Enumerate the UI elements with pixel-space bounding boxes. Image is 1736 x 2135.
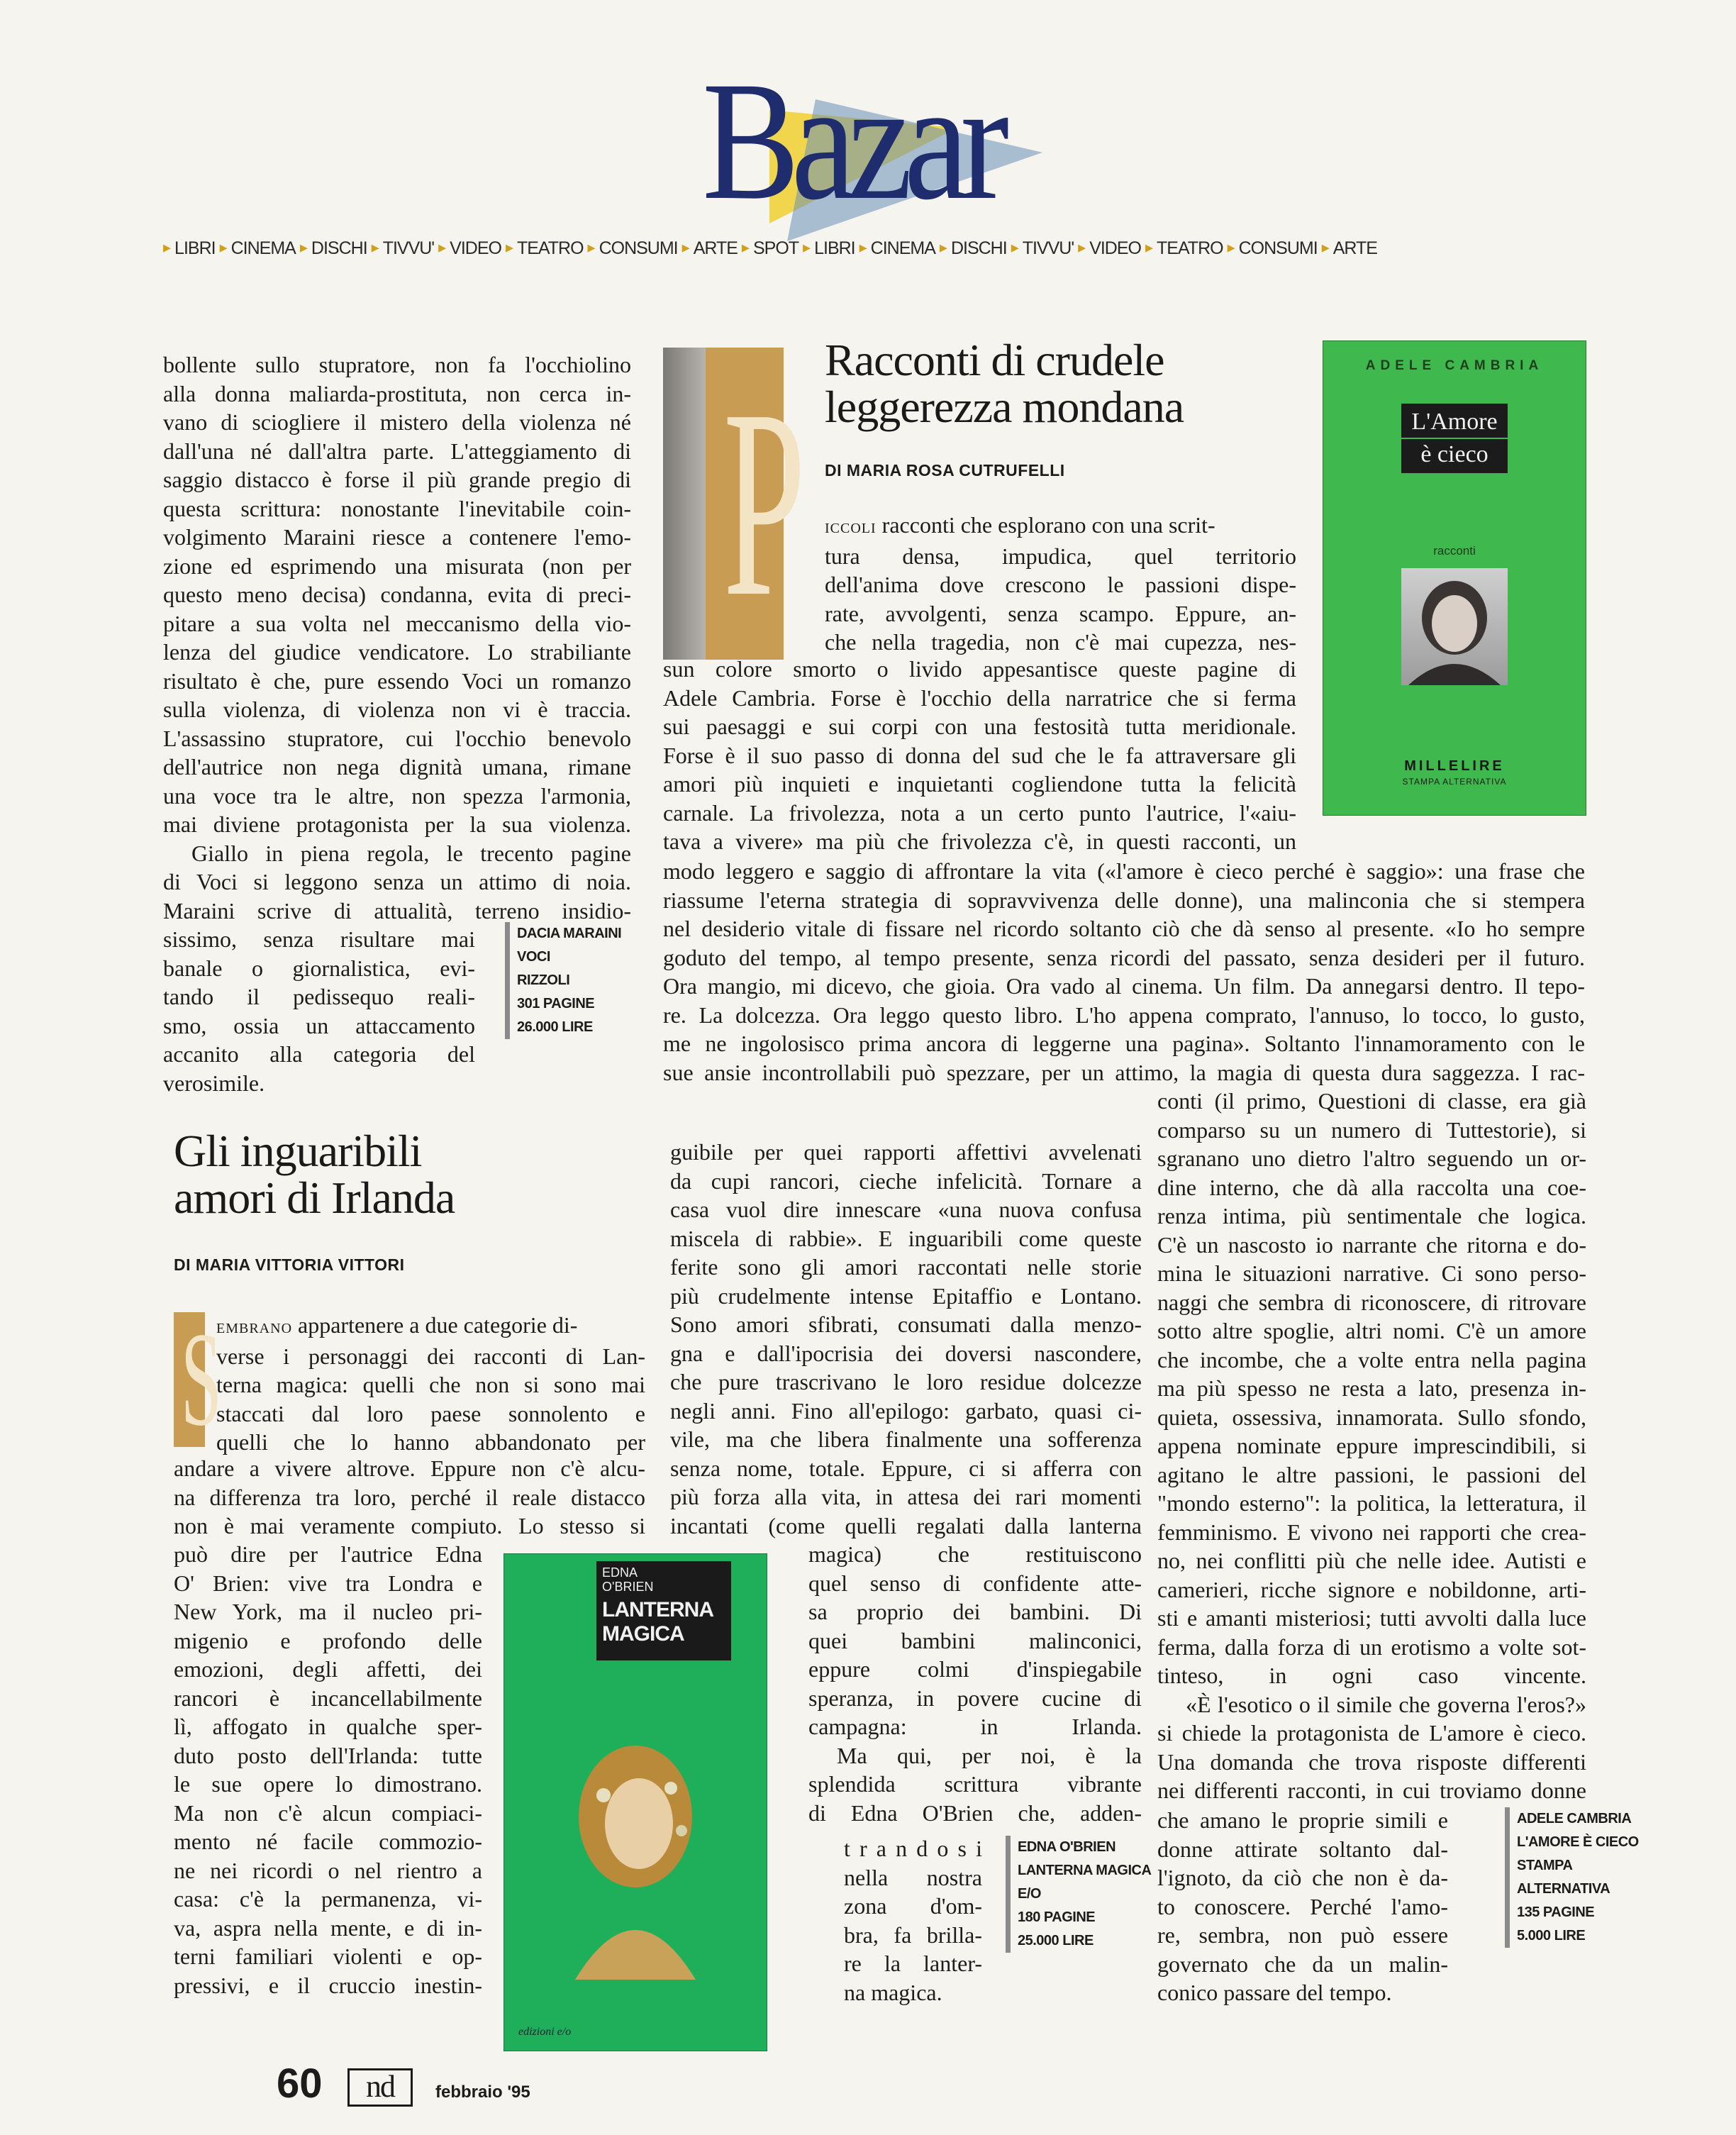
- text-line: conti (il primo, Questioni di classe, era già: [1157, 1088, 1586, 1114]
- infobox-line: L'AMORE È CIECO: [1517, 1834, 1639, 1850]
- nav-arrow-icon: ▸: [219, 238, 227, 256]
- text-line: che pure trascrivano le loro residue dolcezze: [670, 1369, 1142, 1394]
- text-line: può dire per l'autrice Edna: [174, 1541, 482, 1567]
- text-line: conico passare del tempo.: [1157, 1980, 1392, 2005]
- cover-publisher: MILLELIRE: [1404, 758, 1505, 774]
- text-line: tura densa, impudica, quel territorio: [825, 543, 1296, 569]
- text-line: emozioni, degli affetti, dei: [174, 1656, 482, 1682]
- nav-item[interactable]: VIDEO: [1089, 238, 1141, 258]
- cambria-infobox: [1505, 1807, 1639, 1948]
- text-line: zona d'om-: [844, 1893, 982, 1919]
- nav-arrow-icon: ▸: [1011, 238, 1018, 256]
- nav-arrow-icon: ▸: [299, 238, 307, 256]
- nav-arrow-icon: ▸: [1145, 238, 1153, 256]
- text-line: quel senso di confidente atte-: [808, 1570, 1142, 1596]
- article1-body-narrow: iccoli racconti che esplorano con una scrit- tura densa, impudica, quel territorio dell'anima dove crescono le passioni dispe- rate, avvolgenti, senza scampo. Eppure, an- che nella tragedia, non c'è mai cupezza, nes-: [825, 511, 1296, 657]
- text-line: si chiede la protagonista de L'amore è cieco.: [1157, 1720, 1586, 1746]
- section-nav: [163, 238, 1377, 259]
- nav-item[interactable]: LIBRI: [814, 238, 855, 258]
- text-line: re la lanter-: [844, 1951, 982, 1976]
- nav-item[interactable]: SPOT: [752, 238, 799, 258]
- text-line: Sono amori sfibrati, consumati dalla menzo-: [670, 1312, 1142, 1337]
- text-line: «È l'esotico o il simile che governa l'eros?»: [1186, 1691, 1586, 1717]
- left-article-body: [163, 350, 631, 925]
- text-line: incantati (come quelli regalati dalla lanterna: [670, 1512, 1142, 1538]
- text-line: pressivi, e il cruccio inestin-: [174, 1972, 482, 1998]
- text-line: sti e amanti misteriosi; tutti avvolti dalla luce: [1157, 1605, 1586, 1631]
- text-line: sa proprio dei bambini. Di: [808, 1599, 1142, 1624]
- article2-body-a: embrano appartenere a due categorie di- verse i personaggi dei racconti di Lan- terna magica: quelli che non si sono mai staccati dal loro paese sonnolento e quelli che lo hanno abbandonato per: [216, 1311, 645, 1457]
- article1-dropcap: P: [723, 354, 806, 653]
- infobox-line: 135 PAGINE: [1517, 1904, 1595, 1920]
- portrait-figure: [1401, 568, 1508, 685]
- text-line: terna magica: quelli che non si sono mai: [216, 1372, 645, 1397]
- text-line: vano di sciogliere il mistero della violenza né: [163, 409, 631, 435]
- text-line: sotto altre spoglie, altri nomi. C'è un amore: [1157, 1318, 1586, 1343]
- nav-item[interactable]: CONSUMI: [1238, 238, 1318, 258]
- text-line: pitare a sua volta nel meccanismo della vio-: [163, 610, 631, 636]
- text-line: dine interno, che dà alla raccolta una coe-: [1157, 1174, 1586, 1200]
- cover-author: ADELE CAMBRIA: [1365, 358, 1544, 373]
- article2-headline: [174, 1128, 455, 1221]
- text-line: che amano le proprie simili e: [1157, 1807, 1448, 1833]
- article2-body-c: [174, 1540, 482, 2000]
- text-line: mento né facile commozio-: [174, 1829, 482, 1854]
- nav-item[interactable]: ARTE: [1332, 238, 1377, 258]
- text-line: ne nei ricordi o nel rientro a: [174, 1857, 482, 1883]
- text-line: una voce tra le altre, non spezza l'armonia,: [163, 782, 631, 809]
- infobox-line: VOCI: [517, 949, 550, 965]
- text-line: to conoscere. Perché l'amo-: [1157, 1893, 1448, 1919]
- text-line: saggio distacco è forse il più grande pregio di: [163, 467, 631, 492]
- text-line: più forza alla vita, in attesa dei rari momenti: [670, 1484, 1142, 1509]
- nav-arrow-icon: ▸: [939, 238, 947, 256]
- text-line: di Edna O'Brien che, adden-: [808, 1800, 1142, 1826]
- article1-opening-caps: iccoli: [825, 516, 877, 538]
- text-line: che incombe, che a volte entra nella pagina: [1157, 1346, 1586, 1372]
- text-line: vile, ma che libera finalmente una sofferenza: [670, 1426, 1142, 1452]
- text-line: nel desiderio vitale di fissare nel ricordo soltanto ciò che dà senso al presente. «Io ho sempre: [663, 916, 1585, 941]
- text-line: andare a vivere altrove. Eppure non c'è alcu-: [174, 1455, 645, 1481]
- nav-arrow-icon: ▸: [163, 238, 171, 256]
- text-line: quei bambini malinconici,: [808, 1627, 1142, 1653]
- cover-lanterna-title-line2: MAGICA: [602, 1622, 684, 1646]
- article1-headline: Racconti di crudele leggerezza mondana: [825, 335, 1184, 432]
- issue-date: febbraio '95: [435, 2083, 530, 2102]
- text-line: tava a vivere» ma più che frivolezza c'è, in questi racconti, un: [663, 828, 1296, 854]
- nav-item[interactable]: CONSUMI: [599, 238, 678, 258]
- text-line: dall'una né dall'altra parte. L'atteggiamento di: [163, 438, 631, 464]
- article2-body-b: [174, 1454, 645, 1541]
- infobox-line: RIZZOLI: [517, 972, 570, 988]
- cover-lanterna-author-line1: EDNA: [602, 1565, 638, 1580]
- text-line: re, sembra, non può essere: [1157, 1922, 1448, 1948]
- text-line: sgranano uno dietro l'altro seguendo un or-: [1157, 1146, 1586, 1171]
- text-line: New York, ma il nucleo pri-: [174, 1599, 482, 1624]
- article2-opening-caps: embrano: [216, 1316, 293, 1338]
- obrien-infobox: [1006, 1836, 1152, 1953]
- article1-body-wide: [663, 857, 1585, 1087]
- text-line: sissimo, senza risultare mai: [163, 926, 475, 952]
- text-line: O' Brien: vive tra Londra e: [174, 1570, 482, 1596]
- nav-item[interactable]: ARTE: [693, 238, 738, 258]
- text-line: senza nome, totale. Eppure, ci si afferra con: [670, 1455, 1142, 1481]
- nav-arrow-icon: ▸: [371, 238, 379, 256]
- text-line: va, aspra nella mente, e di in-: [174, 1914, 482, 1941]
- nav-arrow-icon: ▸: [859, 238, 867, 256]
- text-line: bra, fa brilla-: [844, 1922, 982, 1948]
- text-line: casa: c'è la permanenza, vi-: [174, 1886, 482, 1912]
- text-line: verse i personaggi dei racconti di Lan-: [216, 1343, 645, 1369]
- text-line: questa scrittura: nonostante l'inevitabile coin-: [163, 495, 631, 521]
- text-line: ferma, dalla forza di un erotismo a volte sot-: [1157, 1634, 1586, 1660]
- cover-lanterna-author-line2: O'BRIEN: [602, 1580, 654, 1594]
- nav-arrow-icon: ▸: [1321, 238, 1329, 256]
- cover-title-line1: L'Amore: [1411, 409, 1498, 435]
- book-cover-lanterna-magica: [503, 1553, 767, 2051]
- nav-arrow-icon: ▸: [1078, 238, 1086, 256]
- text-line: Giallo in piena regola, le trecento pagine: [191, 840, 631, 866]
- text-line: miscela di rabbie». E inguaribili come queste: [670, 1225, 1142, 1251]
- text-line: banale o giornalistica, evi-: [163, 955, 475, 981]
- maraini-infobox: [505, 922, 630, 1039]
- magazine-logo: nd: [347, 2068, 413, 2107]
- infobox-line: 180 PAGINE: [1018, 1909, 1096, 1925]
- infobox-line: STAMPA: [1517, 1858, 1573, 1873]
- text-line: verosimile.: [163, 1070, 265, 1096]
- nav-item[interactable]: TIVVU': [1022, 238, 1074, 258]
- cover-author-portrait: [1401, 568, 1508, 685]
- text-line: lenza del giudice vendicatore. Lo strabiliante: [163, 639, 631, 665]
- text-line: rate, avvolgenti, senza scampo. Eppure, an-: [825, 600, 1296, 626]
- text-line: più crudelmente intense Epitaffio e Lontano.: [670, 1282, 1142, 1309]
- nav-item[interactable]: CINEMA: [230, 238, 296, 258]
- article1-decor-bar: [663, 348, 706, 660]
- text-line: modo leggero e saggio di affrontare la vita («l'amore è cieco perché è saggio»: una frase che: [663, 858, 1585, 884]
- text-line: me ne ingolosisco prima ancora di leggerne una pagina». Soltanto l'innamoramento con le: [663, 1031, 1585, 1056]
- text-line: alla donna maliarda-prostituta, non cerca in-: [163, 380, 631, 406]
- text-line: na differenza tra loro, perché il reale distacco: [174, 1484, 645, 1510]
- text-line: magica) che restituiscono: [808, 1541, 1142, 1567]
- cover-title-box: [1401, 404, 1508, 473]
- article2-byline: DI MARIA VITTORIA VITTORI: [174, 1255, 405, 1274]
- text-line: naggi che sembra di riconoscere, di ritrovare: [1157, 1289, 1586, 1315]
- text-line: agitano le altre passioni, le passioni del: [1157, 1461, 1586, 1487]
- text-line: da cupi rancori, cieche infelicità. Tornare a: [670, 1168, 1142, 1194]
- nav-arrow-icon: ▸: [1227, 238, 1235, 256]
- nav-arrow-icon: ▸: [505, 238, 513, 256]
- left-article-tail: [163, 925, 475, 1097]
- text-line: C'è un nascosto io narrante che ritorna e do-: [1157, 1231, 1586, 1258]
- text-line: sui paesaggi e sui corpi con una festosità tutta meridionale.: [663, 714, 1296, 739]
- text-line: duto posto dell'Irlanda: tutte: [174, 1742, 482, 1768]
- infobox-line: LANTERNA MAGICA: [1018, 1863, 1152, 1878]
- text-line: Ora mangio, mi dicevo, che gioia. Ora vado al cinema. Un film. Da annegarsi dentro. Il tepo-: [663, 973, 1585, 999]
- cover-lanterna-header: [596, 1561, 731, 1660]
- text-line: volgimento Maraini riesce a contenere l'emo-: [163, 524, 631, 550]
- text-line: rancori è incancellabilmente: [174, 1685, 482, 1711]
- text-line: l'ignoto, da ciò che non è da-: [1157, 1865, 1448, 1890]
- text-line: nella nostra: [844, 1864, 982, 1890]
- botticelli-figure: [554, 1731, 717, 1980]
- text-line: dell'anima dove crescono le passioni dispe-: [825, 572, 1296, 597]
- text-line: dell'autrice non nega dignità umana, rimane: [163, 754, 631, 780]
- infobox-line: 301 PAGINE: [517, 996, 595, 1011]
- text-line: amori più inquieti e inquietanti cogliendone tutta la felicità: [663, 771, 1296, 797]
- article1-body-right: [1157, 1087, 1586, 1805]
- nav-item[interactable]: DISCHI: [311, 238, 367, 258]
- infobox-line: ADELE CAMBRIA: [1517, 1811, 1632, 1826]
- text-line: Ma qui, per noi, è la: [837, 1742, 1142, 1768]
- article2-headline-line1: Gli inguaribili: [174, 1126, 422, 1176]
- article2-body-e: [808, 1540, 1142, 1827]
- nav-arrow-icon: ▸: [438, 238, 446, 256]
- nav-item[interactable]: LIBRI: [174, 238, 216, 258]
- text-line: questo meno decisa) condanna, evita di preci-: [163, 582, 631, 607]
- masthead: [702, 46, 1071, 235]
- infobox-line: E/O: [1018, 1886, 1041, 1902]
- masthead-title: Bazar: [702, 46, 1001, 235]
- nav-arrow-icon: ▸: [681, 238, 689, 256]
- cover-title-line2: è cieco: [1401, 438, 1508, 470]
- text-line: "mondo esterno": la politica, la letteratura, il: [1157, 1490, 1586, 1516]
- nav-arrow-icon: ▸: [741, 238, 749, 256]
- article1-body-mid: [663, 655, 1296, 856]
- text-line: camerieri, ricche signore e nobildonne, arti-: [1157, 1576, 1586, 1602]
- cover-subtitle: racconti: [1433, 544, 1476, 558]
- text-line: goduto del tempo, al tempo presente, senza ricordi del passato, senza desideri per il futuro.: [663, 944, 1585, 970]
- text-line: staccati dal loro paese sonnolento e: [216, 1400, 645, 1426]
- infobox-line: EDNA O'BRIEN: [1018, 1839, 1116, 1855]
- cover-publisher-sub: STAMPA ALTERNATIVA: [1402, 777, 1507, 787]
- text-line: smo, ossia un attaccamento: [163, 1012, 475, 1038]
- text-line: campagna: in Irlanda.: [808, 1714, 1142, 1739]
- text-line: mai diviene protagonista per la sua violenza.: [163, 811, 631, 837]
- infobox-line: 25.000 LIRE: [1018, 1933, 1094, 1948]
- text-line: zione ed esprimendo una misurata (non per: [163, 553, 631, 579]
- text-line: renza intima, più sentimentale che logica.: [1157, 1203, 1586, 1229]
- infobox-line: DACIA MARAINI: [517, 926, 622, 941]
- text-line: sun colore smorto o livido appesantisce queste pagine di: [663, 656, 1296, 682]
- text-line: quieta, ossessiva, innamorata. Sullo sfondo,: [1157, 1404, 1586, 1430]
- article1-dropcap-panel: [706, 348, 806, 660]
- article2-body-d: [670, 1138, 1142, 1540]
- text-line: risultato è che, pure essendo Voci un romanzo: [163, 667, 631, 694]
- article2-dropcap-panel: [174, 1305, 223, 1454]
- nav-item[interactable]: DISCHI: [950, 238, 1007, 258]
- nav-item[interactable]: CINEMA: [870, 238, 935, 258]
- text-line: t r a n d o s i: [844, 1836, 982, 1861]
- text-line: tando il pedissequo reali-: [163, 984, 475, 1009]
- text-line: sue ansie incontrollabili può spezzare, per un attimo, la magia di questa dura saggezza. I rac-: [663, 1059, 1585, 1085]
- infobox-line: 5.000 LIRE: [1517, 1928, 1586, 1943]
- text-line: quelli che lo hanno abbandonato per: [216, 1429, 645, 1455]
- text-line: lì, affogato in qualche sper-: [174, 1714, 482, 1739]
- text-line: na magica.: [844, 1979, 942, 2005]
- text-line: ferite sono gli amori raccontati nelle storie: [670, 1254, 1142, 1280]
- nav-item[interactable]: VIDEO: [450, 238, 501, 258]
- text-line: terni familiari violenti e op-: [174, 1943, 482, 1969]
- text-line: Adele Cambria. Forse è l'occhio della narratrice che si ferma: [663, 684, 1296, 711]
- article2-body-f: [844, 1834, 982, 2007]
- article1-byline: DI MARIA ROSA CUTRUFELLI: [825, 461, 1065, 479]
- text-line: casa vuol dire innescare «una nuova confusa: [670, 1197, 1142, 1222]
- cover-lanterna-title-line1: LANTERNA: [602, 1598, 713, 1621]
- text-line: carnale. La frivolezza, nota a un certo punto l'autrice, l'«aiu-: [663, 799, 1296, 826]
- nav-arrow-icon: ▸: [587, 238, 595, 256]
- text-line: accanito alla categoria del: [163, 1041, 475, 1067]
- article2-headline-line2: amori di Irlanda: [174, 1172, 455, 1223]
- cover-lanterna-portrait: [554, 1731, 717, 1980]
- text-line: sulla violenza, di violenza non vi è traccia.: [163, 697, 631, 722]
- text-line: le sue opere lo dimostrano.: [174, 1771, 482, 1797]
- text-line: speranza, in povere cucine di: [808, 1685, 1142, 1711]
- text-line: guibile per quei rapporti affettivi avvelenati: [670, 1139, 1142, 1165]
- text-line: Una domanda che trova risposte differenti: [1157, 1748, 1586, 1775]
- text-line: negli anni. Fino all'epilogo: garbato, quasi ci-: [670, 1397, 1142, 1424]
- text-line: mina le situazioni narrative. Ci sono perso-: [1157, 1260, 1586, 1286]
- article2-dropcap: S: [180, 1305, 223, 1454]
- text-line: donne attirate soltanto dal-: [1157, 1836, 1448, 1862]
- nav-arrow-icon: ▸: [803, 238, 811, 256]
- text-line: riassume l'eterna strategia di sopravvivenza delle donne), una malinconia che si stempera: [663, 887, 1585, 913]
- text-line: Ma non c'è alcun compiaci-: [174, 1800, 482, 1826]
- page-number: 60: [277, 2061, 323, 2107]
- text-line: re. La dolcezza. Ora leggo questo libro. L'ho appena comprato, l'annuso, lo tocco, lo gusto,: [663, 1002, 1585, 1028]
- book-cover-amore-cieco: [1323, 340, 1586, 816]
- infobox-line: 26.000 LIRE: [517, 1019, 593, 1035]
- text-line: di Voci si leggono senza un attimo di noia.: [163, 869, 631, 894]
- text-line: migenio e profondo delle: [174, 1627, 482, 1653]
- infobox-line: ALTERNATIVA: [1517, 1881, 1610, 1897]
- text-line: tinteso, in ogni caso vincente.: [1157, 1663, 1586, 1688]
- text-line: no, nei conflitti più che nelle idee. Autisti e: [1157, 1548, 1586, 1573]
- cover-lanterna-publisher: edizioni e/o: [518, 2026, 572, 2038]
- text-line: che nella tragedia, non c'è mai cupezza, nes-: [825, 629, 1296, 655]
- nav-item[interactable]: TEATRO: [1157, 238, 1223, 258]
- article1-body-right-tail: [1157, 1806, 1448, 2007]
- text-line: eppure colmi d'inspiegabile: [808, 1656, 1142, 1682]
- text-line: bollente sullo stupratore, non fa l'occhiolino: [163, 352, 631, 377]
- text-line: splendida scrittura vibrante: [808, 1771, 1142, 1797]
- text-line: ma più spesso ne resta a lato, presenza in-: [1157, 1375, 1586, 1401]
- nav-item[interactable]: TIVVU': [382, 238, 435, 258]
- text-line: governato che da un malin-: [1157, 1951, 1448, 1977]
- text-line: Maraini scrive di attualità, terreno insidio-: [163, 897, 631, 924]
- text-line: L'assassino stupratore, cui l'occhio benevolo: [163, 725, 631, 751]
- text-line: Forse è il suo passo di donna del sud che le fa attraversare gli: [663, 742, 1296, 768]
- text-line: comparso su un numero di Tuttestorie), si: [1157, 1116, 1586, 1143]
- text-line: gna e dall'ipocrisia dei doversi nascondere,: [670, 1340, 1142, 1366]
- text-line: appena nominate eppure imprescindibili, si: [1157, 1433, 1586, 1458]
- text-line: nei differenti racconti, in cui troviamo donne: [1157, 1778, 1586, 1803]
- nav-item[interactable]: TEATRO: [516, 238, 584, 258]
- text-line: femminismo. E vivono nei rapporti che crea-: [1157, 1519, 1586, 1545]
- text-line: non è mai veramente compiuto. Lo stesso si: [174, 1513, 645, 1538]
